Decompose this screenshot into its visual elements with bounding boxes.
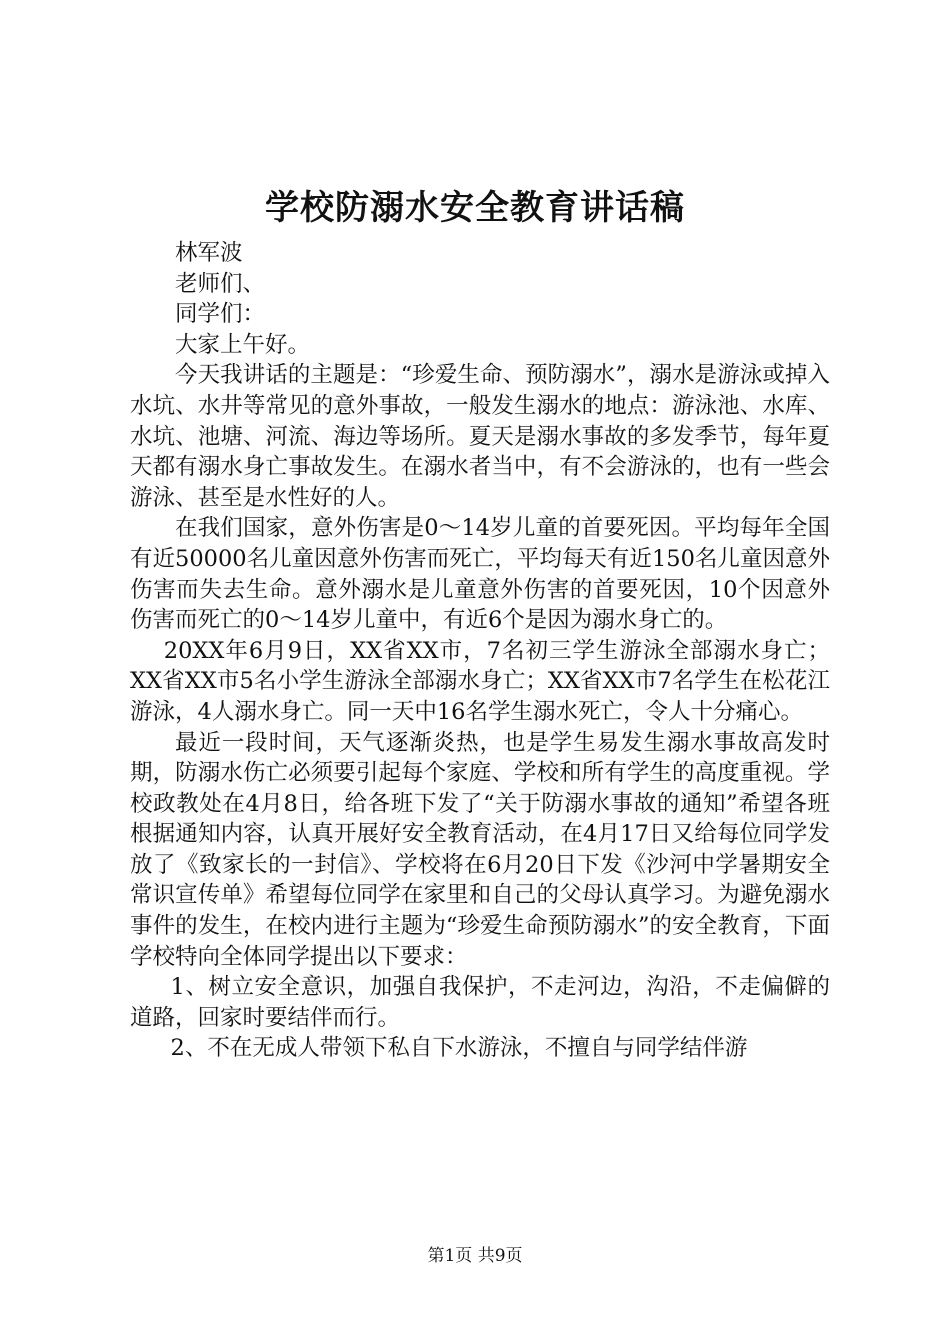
author-line: 林军波 — [175, 240, 243, 266]
paragraph-statistics: 在我们国家，意外伤害是0～14岁儿童的首要死因。平均每年全国有近50000名儿童因意外伤害而死亡，平均每天有近150名儿童因意外伤害而失去生命。意外溺水是儿童意外伤害的首要死因，10个因意外伤害而死亡的0～14岁儿童中，有近6个是因为溺水身亡的。 — [130, 515, 830, 634]
document-title: 学校防溺水安全教育讲话稿 — [265, 188, 685, 228]
paragraph-theme: 今天我讲话的主题是：“珍爱生命、预防溺水”，溺水是游泳或掉入水坑、水井等常见的意外事故，一般发生溺水的地点：游泳池、水库、水坑、池塘、河流、海边等场所。夏天是溺水事故的多发季节，每年夏天都有溺水身亡事故发生。在溺水者当中，有不会游泳的，也有一些会游泳、甚至是水性好的人。 — [130, 362, 830, 511]
document-body — [130, 238, 830, 1064]
page-number: 第1页 共9页 — [427, 1246, 523, 1266]
requirement-1: 1、树立安全意识，加强自我保护，不走河边，沟沿，不走偏僻的道路，回家时要结伴而行。 — [130, 974, 830, 1031]
requirement-2: 2、不在无成人带领下私自下水游泳，不擅自与同学结伴游 — [170, 1035, 748, 1062]
greeting-morning: 大家上午好。 — [175, 331, 311, 358]
greeting-teachers: 老师们、 — [175, 270, 266, 297]
paragraph-school-measures: 最近一段时间，天气逐渐炎热，也是学生易发生溺水事故高发时期，防溺水伤亡必须要引起每个家庭、学校和所有学生的高度重视。学校政教处在4月8日，给各班下发了“关于防溺水事故的通知”希望各班根据通知内容，认真开展好安全教育活动，在4月17日又给每位同学发放了《致家长的一封信》、学校将在6月20日下发《沙河中学暑期安全常识宣传单》希望每位同学在家里和自己的父母认真学习。为避免溺水事件的发生，在校内进行主题为“珍爱生命预防溺水”的安全教育，下面学校特向全体同学提出以下要求： — [130, 729, 830, 970]
greeting-students: 同学们： — [175, 301, 266, 328]
paragraph-incidents: 20XX年6月9日，XX省XX市，7名初三学生游泳全部溺水身亡；XX省XX市5名小学生游泳全部溺水身亡；XX省XX市7名学生在松花江游泳，4人溺水身亡。同一天中16名学生溺水死亡，令人十分痛心。 — [130, 637, 830, 725]
